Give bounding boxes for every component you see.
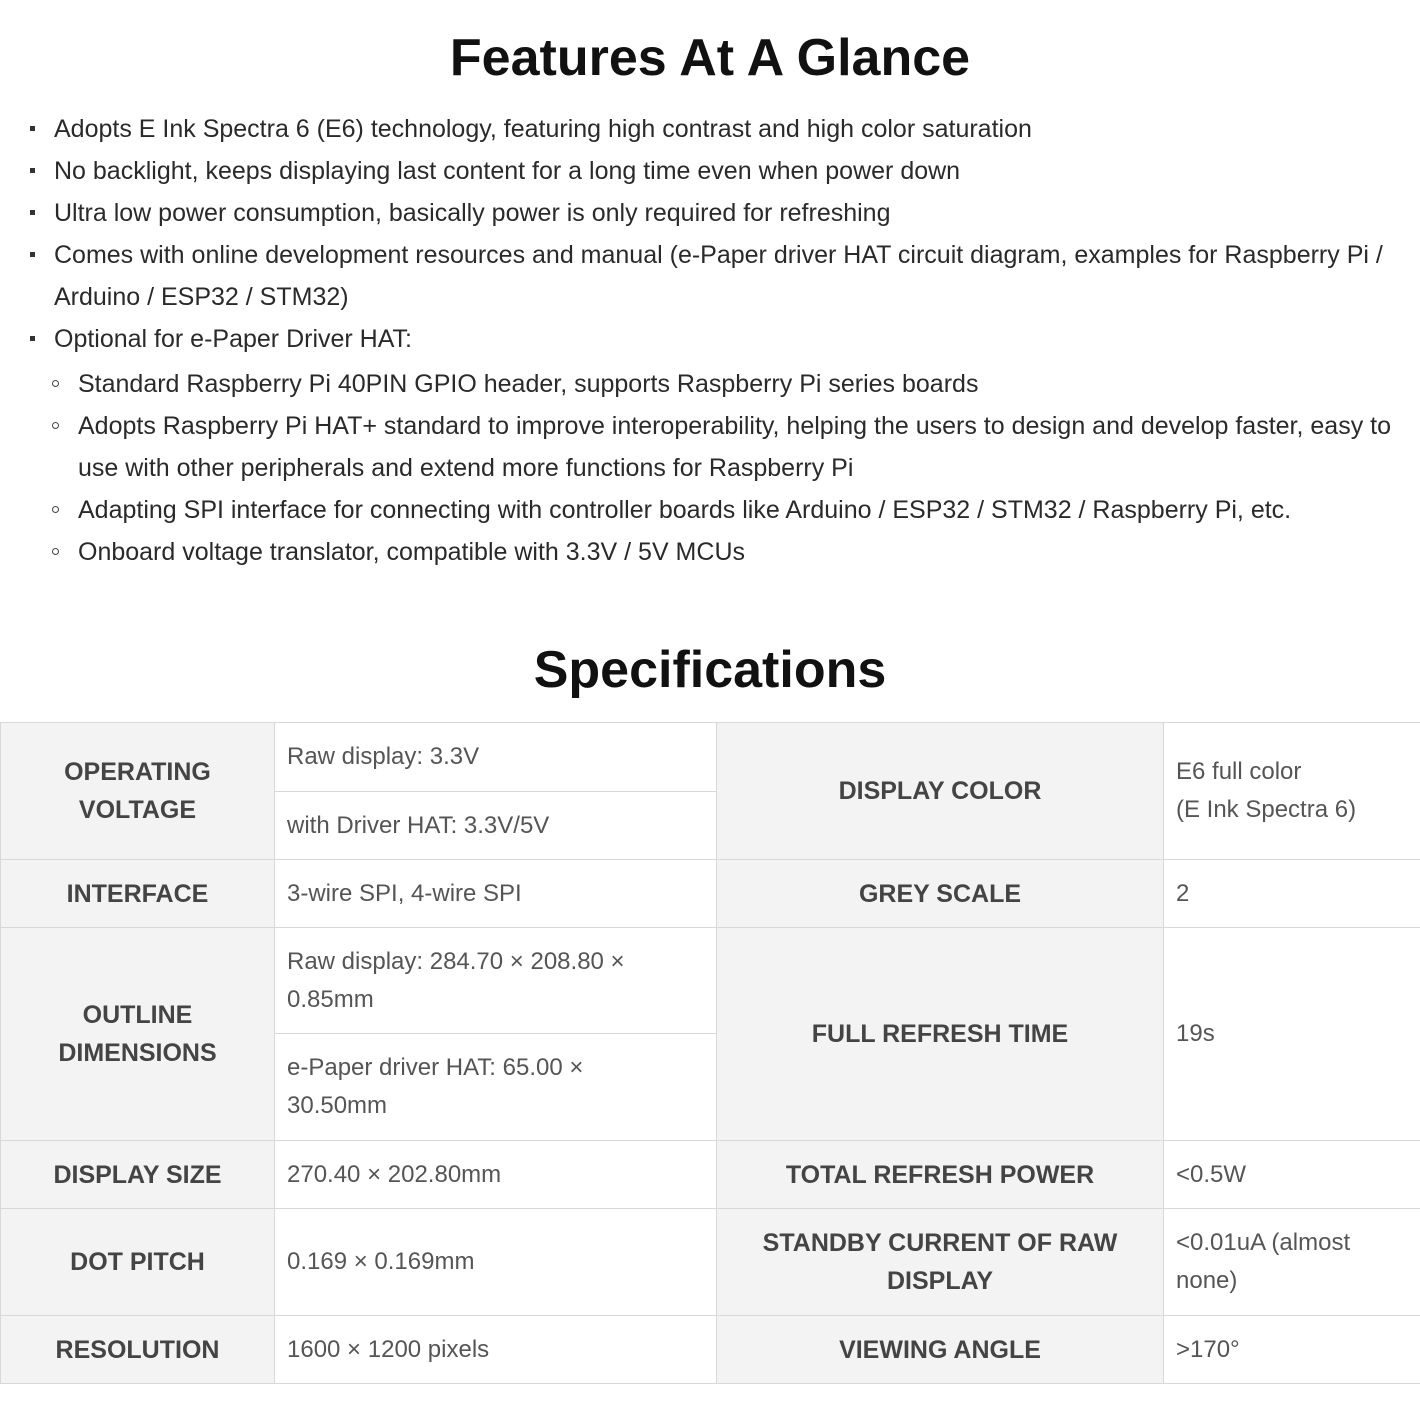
spec-value: 19s (1164, 928, 1420, 1141)
spec-value-line: (E Ink Spectra 6) (1176, 796, 1357, 823)
spec-value: >170° (1164, 1316, 1420, 1384)
spec-label: FULL REFRESH TIME (717, 928, 1164, 1141)
spec-value: 0.169 × 0.169mm (275, 1209, 717, 1316)
feature-item: Optional for e-Paper Driver HAT: (54, 325, 412, 353)
sub-bullet-icon (52, 380, 59, 387)
spec-label: DOT PITCH (1, 1209, 275, 1316)
sub-bullet-icon (52, 506, 59, 513)
spec-value: 2 (1164, 860, 1420, 928)
spec-value: e-Paper driver HAT: 65.00 × 30.50mm (275, 1034, 717, 1141)
feature-item: Comes with online development resources and manual (e-Paper driver HAT circuit diagram, examples for Raspberry Pi / Arduino / ESP32 / STM32) (54, 241, 1383, 311)
feature-subitem: Adapting SPI interface for connecting with controller boards like Arduino / ESP32 / STM32 / Raspberry Pi, etc. (78, 496, 1292, 524)
spec-label: GREY SCALE (717, 860, 1164, 928)
spec-value: 270.40 × 202.80mm (275, 1141, 717, 1209)
sub-bullet-icon (52, 422, 59, 429)
feature-item: Ultra low power consumption, basically power is only required for refreshing (54, 199, 891, 227)
spec-value: <0.01uA (almost none) (1164, 1209, 1420, 1316)
table-row (1, 928, 1420, 1034)
spec-label: OUTLINE DIMENSIONS (1, 928, 275, 1141)
bullet-icon (30, 126, 35, 131)
table-row (1, 1316, 1420, 1384)
table-row (1, 1141, 1420, 1209)
spec-value: Raw display: 3.3V (275, 723, 717, 792)
spec-label: TOTAL REFRESH POWER (717, 1141, 1164, 1209)
spec-label: RESOLUTION (1, 1316, 275, 1384)
specifications-title: Specifications (533, 641, 887, 699)
spec-value (1164, 723, 1420, 860)
feature-item: Adopts E Ink Spectra 6 (E6) technology, featuring high contrast and high color saturation (54, 115, 1032, 143)
sub-bullet-icon (52, 548, 59, 555)
table-row (1, 1209, 1420, 1316)
spec-value-line: E6 full color (1176, 758, 1302, 785)
spec-label: DISPLAY SIZE (1, 1141, 275, 1209)
specifications-table (0, 722, 1420, 1384)
spec-label: STANDBY CURRENT OF RAW DISPLAY (717, 1209, 1164, 1316)
feature-item: No backlight, keeps displaying last content for a long time even when power down (54, 157, 961, 185)
spec-label: OPERATING VOLTAGE (1, 723, 275, 860)
spec-value: Raw display: 284.70 × 208.80 × 0.85mm (275, 928, 717, 1034)
table-row (1, 860, 1420, 928)
spec-label: DISPLAY COLOR (717, 723, 1164, 860)
bullet-icon (30, 168, 35, 173)
feature-subitem: Standard Raspberry Pi 40PIN GPIO header, supports Raspberry Pi series boards (78, 370, 979, 398)
spec-value: 3-wire SPI, 4-wire SPI (275, 860, 717, 928)
spec-label: INTERFACE (1, 860, 275, 928)
bullet-icon (30, 210, 35, 215)
feature-subitem: Adopts Raspberry Pi HAT+ standard to improve interoperability, helping the users to design and develop faster, easy to use with other peripherals and extend more functions for Raspberry Pi (78, 412, 1392, 482)
features-title: Features At A Glance (449, 29, 971, 87)
bullet-icon (30, 336, 35, 341)
table-row (1, 723, 1420, 792)
bullet-icon (30, 252, 35, 257)
spec-label: VIEWING ANGLE (717, 1316, 1164, 1384)
spec-value: with Driver HAT: 3.3V/5V (275, 792, 717, 860)
spec-value: 1600 × 1200 pixels (275, 1316, 717, 1384)
spec-value: <0.5W (1164, 1141, 1420, 1209)
feature-subitem: Onboard voltage translator, compatible with 3.3V / 5V MCUs (78, 538, 745, 566)
